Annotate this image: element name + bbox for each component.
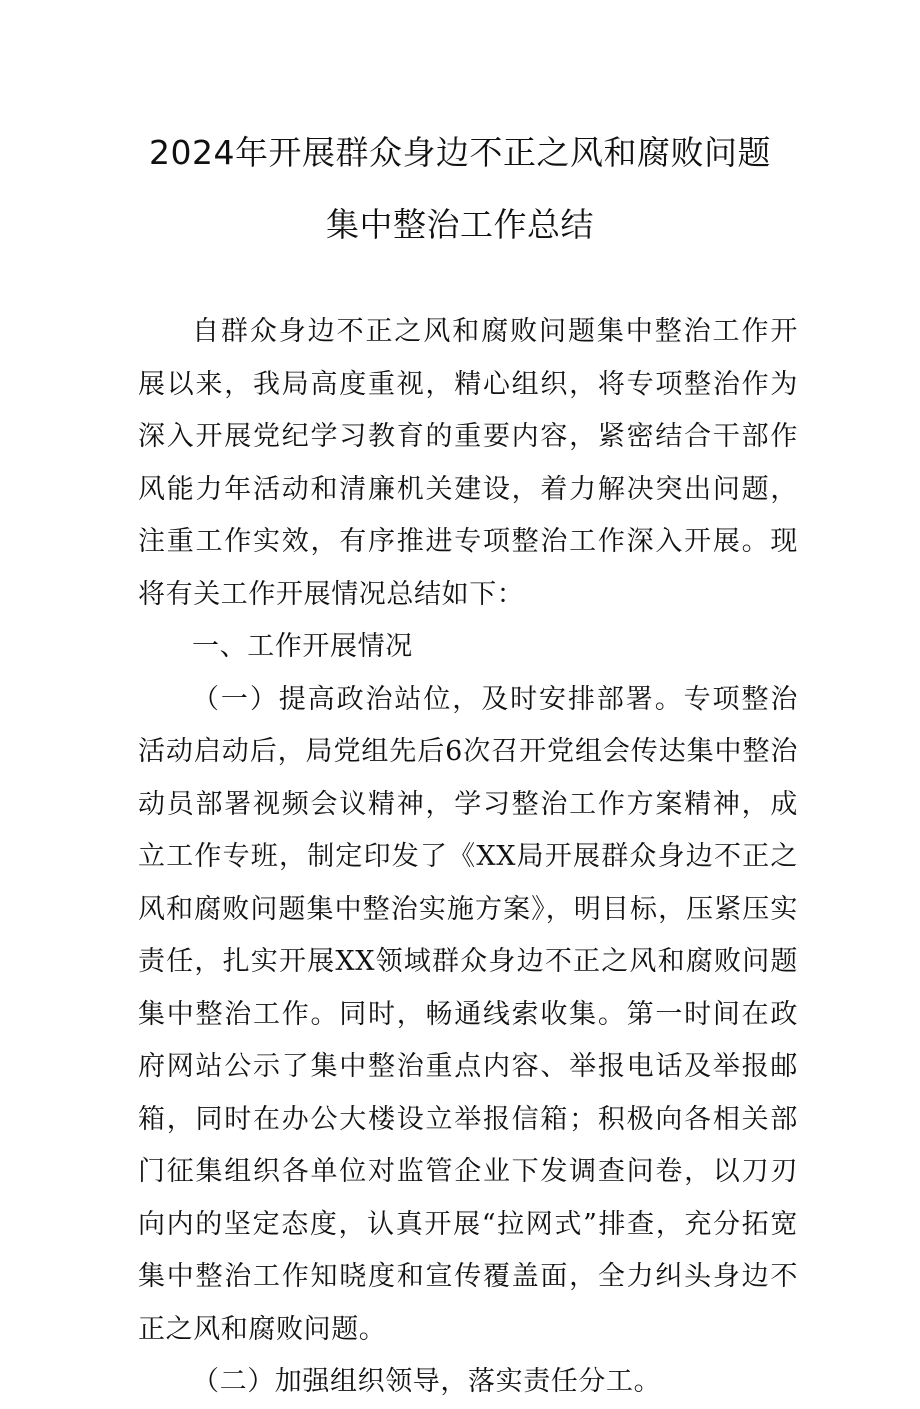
subsection-2-heading: （二）加强组织领导，落实责任分工。 [192, 1366, 662, 1397]
subsection-1-paragraph: （一）提高政治站位，及时安排部署。专项整治活动启动后，局党组先后6次召开党组会传达集中整治动员部署视频会议精神，学习整治工作方案精神，成立工作专班，制定印发了《XX局开展群众身边不正之风和腐败问题集中整治实施方案》，明目标，压紧压实责任，扎实开展XX领域群众身边不正之风和腐败问题集中整治工作。同时，畅通线索收集。第一时间在政府网站公示了集中整治重点内容、举报电话及举报邮箱，同时在办公大楼设立举报信箱；积极向各相关部门征集组织各单位对监管企业下发调查问卷，以刀刃向内的坚定态度，认真开展“拉网式”排查，充分拓宽集中整治工作知晓度和宣传覆盖面，全力纠头身边不正之风和腐败问题。 [138, 683, 798, 1345]
intro-paragraph: 自群众身边不正之风和腐败问题集中整治工作开展以来，我局高度重视，精心组织，将专项整治作为深入开展党纪学习教育的重要内容，紧密结合干部作风能力年活动和清廉机关建设，着力解决突出问题，注重工作实效，有序推进专项整治工作深入开展。现将有关工作开展情况总结如下： [138, 316, 798, 610]
document-body [138, 306, 798, 1409]
document-title-line-1: 2024年开展群众身边不正之风和腐败问题 [149, 133, 771, 172]
section-heading-work-status: 一、工作开展情况 [192, 631, 413, 662]
document-title-line-2: 集中整治工作总结 [326, 205, 594, 244]
